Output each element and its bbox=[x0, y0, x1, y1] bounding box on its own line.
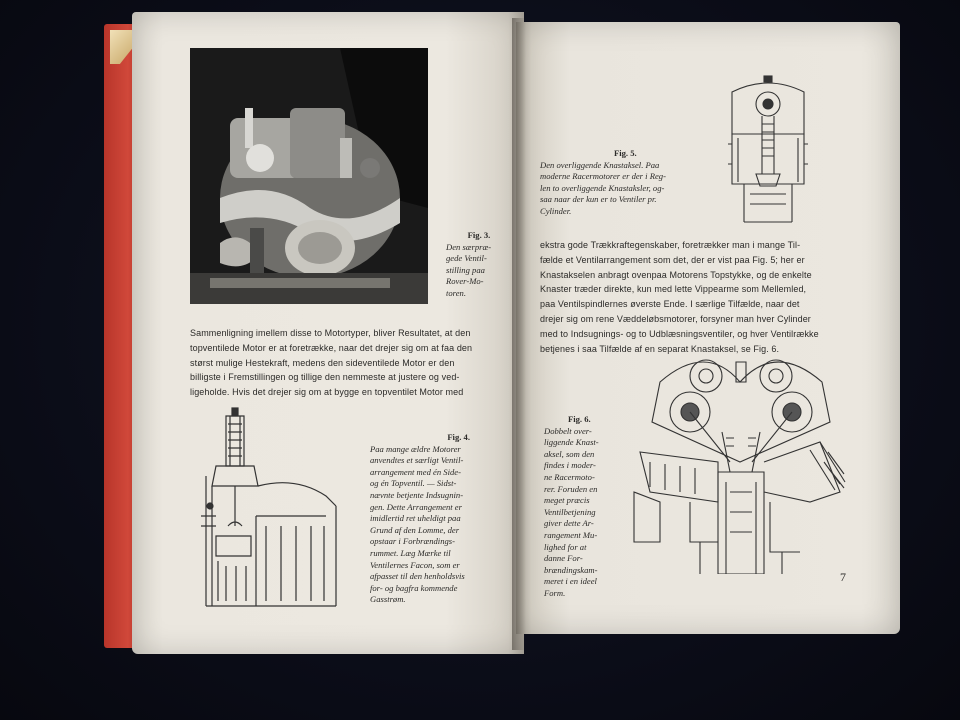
engine-photo-drawing bbox=[190, 48, 428, 304]
caption-line: danne For- bbox=[544, 553, 583, 564]
fig6-label: Fig. 6. bbox=[568, 414, 591, 424]
caption-line: lighed for at bbox=[544, 541, 587, 552]
caption-line: opstaar i Forbrændings- bbox=[370, 536, 455, 547]
body-line: Sammenligning imellem disse to Motortyper, bliver Resultatet, at den bbox=[190, 328, 471, 338]
fig6-caption bbox=[544, 414, 624, 600]
body-line: billigste i Fremstillingen og tillige den nemmeste at justere og ved- bbox=[190, 372, 460, 383]
body-line: ekstra gode Trækkraftegenskaber, foretrækker man i mange Til- bbox=[540, 240, 801, 250]
caption-line: nævnte betjente Indsugnin- bbox=[370, 489, 464, 500]
caption-line: Ventilbetjening bbox=[544, 506, 596, 517]
caption-line: aksel, som den bbox=[544, 448, 595, 459]
fig3-label: Fig. 3. bbox=[467, 230, 491, 240]
fig3-caption bbox=[446, 230, 512, 300]
caption-line: gede Ventil- bbox=[446, 253, 487, 264]
body-line: Knastakselen anbragt ovenpaa Motorens Topstykke, og de enkelte bbox=[540, 269, 812, 280]
caption-line: saa naar der kun er to Ventiler pr. bbox=[540, 194, 657, 205]
caption-line: stilling paa bbox=[446, 264, 485, 275]
caption-line: rer. Foruden en bbox=[544, 483, 598, 494]
body-line: paa Ventilspindlernes øverste Ende. I særlige Tilfælde, naar det bbox=[540, 299, 800, 310]
fig4-label: Fig. 4. bbox=[447, 432, 470, 442]
caption-line: Rover-Mo- bbox=[446, 276, 484, 287]
fig6-diagram bbox=[630, 342, 852, 574]
caption-line: og én Topventil. — Sidst- bbox=[370, 478, 457, 489]
book-gutter bbox=[512, 18, 526, 650]
caption-line: Ventilernes Facon, som er bbox=[370, 559, 460, 570]
caption-line: gen. Dette Arrangement er bbox=[370, 501, 462, 512]
caption-line: Form. bbox=[544, 587, 566, 598]
caption-line: len to overliggende Knastaksler, og- bbox=[540, 182, 665, 193]
fig5-label: Fig. 5. bbox=[614, 148, 637, 158]
caption-line: anvendtes et særligt Ventil- bbox=[370, 455, 464, 466]
right-body-text bbox=[540, 238, 880, 356]
fig4-diagram bbox=[196, 406, 346, 612]
caption-line: toren. bbox=[446, 287, 466, 298]
caption-line: Paa mange ældre Motorer bbox=[370, 443, 461, 454]
caption-line: afpasset til den henholdsvis bbox=[370, 571, 465, 582]
caption-line: Den overliggende Knastaksel. Paa bbox=[540, 159, 660, 170]
caption-line: rummet. Læg Mærke til bbox=[370, 547, 451, 558]
caption-line: brændingskam- bbox=[544, 564, 598, 575]
caption-line: Cylinder. bbox=[540, 205, 572, 216]
fig5-diagram bbox=[726, 74, 810, 224]
engine-photo-fig3 bbox=[190, 48, 428, 304]
caption-line: imidlertid ret uheldigt paa bbox=[370, 513, 461, 524]
caption-line: liggende Knast- bbox=[544, 437, 599, 448]
left-body-text bbox=[190, 326, 508, 400]
body-line: fælde et Ventilarrangement som det, der er vist paa Fig. 5; her er bbox=[540, 254, 805, 265]
body-line: drejer sig om rene Væddeløbsmotorer, forsyner man hver Cylinder bbox=[540, 313, 811, 324]
body-line: størst mulige Hestekraft, medens den sideventilede Motor er den bbox=[190, 357, 455, 368]
caption-line: findes i moder- bbox=[544, 460, 596, 471]
page-number: 7 bbox=[840, 570, 846, 584]
caption-line: meret i en ideel bbox=[544, 576, 597, 587]
caption-line: ne Racermoto- bbox=[544, 471, 595, 482]
caption-line: meget præcis bbox=[544, 495, 590, 506]
caption-line: for- og bagfra kommende bbox=[370, 582, 458, 593]
body-line: med to Indsugnings- og to Udblæsningsventiler, og hver Ventilrække bbox=[540, 328, 819, 339]
body-line: ligeholde. Hvis det drejer sig om at bygge en topventilet Motor med bbox=[190, 387, 464, 398]
fig4-caption bbox=[370, 432, 510, 606]
body-line: Knaster træder direkte, kun med lette Vippearme som Mellemled, bbox=[540, 284, 807, 295]
caption-line: moderne Racermotorer er der i Reg- bbox=[540, 171, 666, 182]
caption-line: giver dette Ar- bbox=[544, 518, 594, 529]
caption-line: Den særpræ- bbox=[446, 241, 492, 252]
caption-line: Gasstrøm. bbox=[370, 594, 406, 605]
body-line: topventilede Motor er at foretrække, naar det drejer sig om at faa den bbox=[190, 342, 473, 353]
fig5-caption bbox=[540, 148, 720, 218]
body-line: betjenes i saa Tilfælde af en separat Knastaksel, se Fig. 6. bbox=[540, 343, 780, 354]
caption-line: Grund af den Lomme, der bbox=[370, 524, 460, 535]
caption-line: arrangement med én Side- bbox=[370, 466, 461, 477]
caption-line: Dobbelt over- bbox=[544, 425, 592, 436]
caption-line: rangement Mu- bbox=[544, 529, 598, 540]
